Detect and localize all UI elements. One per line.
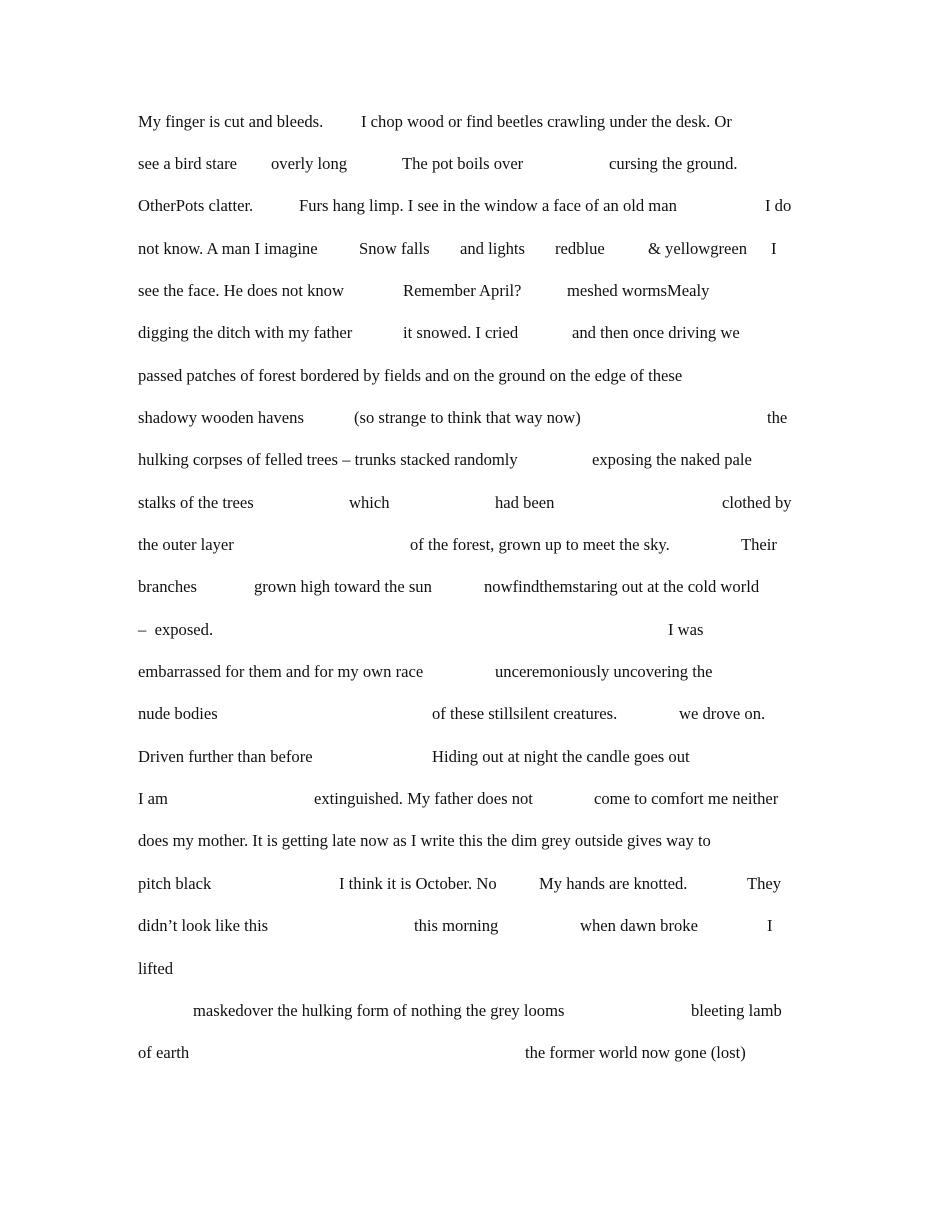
text-line	[0, 829, 940, 853]
text-line	[0, 957, 940, 981]
text-segment: unceremoniously uncovering the	[495, 662, 713, 681]
text-segment: grown high toward the sun	[254, 577, 432, 596]
text-segment: cursing the ground.	[609, 154, 738, 173]
text-segment: passed patches of forest bordered by fields and on the ground on the edge of these	[138, 366, 683, 385]
text-line	[0, 914, 940, 938]
text-segment: – exposed.	[138, 620, 214, 639]
text-segment: I am	[138, 789, 168, 808]
text-line	[0, 448, 940, 472]
text-segment: I	[767, 916, 773, 935]
text-segment: stalks of the trees	[138, 493, 254, 512]
text-segment: extinguished. My father does not	[314, 789, 533, 808]
text-segment: They	[747, 874, 782, 893]
text-line	[0, 110, 940, 134]
text-segment: does my mother. It is getting late now as I write this the dim grey outside gives way to	[138, 831, 711, 850]
text-line	[0, 745, 940, 769]
text-segment: and lights	[460, 239, 525, 258]
text-line	[0, 491, 940, 515]
text-line	[0, 533, 940, 557]
text-segment: shadowy wooden havens	[138, 408, 304, 427]
text-line	[0, 787, 940, 811]
text-segment: maskedover the hulking form of nothing the grey looms	[193, 1001, 565, 1020]
text-segment: lifted	[138, 959, 174, 978]
text-line	[0, 872, 940, 896]
text-segment: embarrassed for them and for my own race	[138, 662, 424, 681]
text-segment: didn’t look like this	[138, 916, 269, 935]
text-segment: OtherPots clatter.	[138, 196, 254, 215]
text-segment: digging the ditch with my father	[138, 323, 353, 342]
text-segment: of the forest, grown up to meet the sky.	[410, 535, 670, 554]
text-segment: the former world now gone (lost)	[525, 1043, 746, 1062]
text-segment: see a bird stare	[138, 154, 238, 173]
text-segment: redblue	[555, 239, 605, 258]
text-segment: which	[349, 493, 390, 512]
text-line	[0, 1041, 940, 1065]
text-segment: (so strange to think that way now)	[354, 408, 581, 427]
text-segment: see the face. He does not know	[138, 281, 344, 300]
text-segment: and then once driving we	[572, 323, 740, 342]
text-segment: clothed by	[722, 493, 792, 512]
text-segment: the outer layer	[138, 535, 234, 554]
text-line	[0, 237, 940, 261]
text-segment: pitch black	[138, 874, 212, 893]
text-segment: the	[767, 408, 788, 427]
text-segment: bleeting lamb	[691, 1001, 782, 1020]
text-segment: Their	[741, 535, 777, 554]
text-segment: My hands are knotted.	[539, 874, 688, 893]
text-line	[0, 999, 940, 1023]
text-segment: of earth	[138, 1043, 190, 1062]
text-line	[0, 152, 940, 176]
text-segment: Hiding out at night the candle goes out	[432, 747, 690, 766]
text-segment: & yellowgreen	[648, 239, 748, 258]
text-segment: come to comfort me neither	[594, 789, 779, 808]
text-segment: Furs hang limp. I see in the window a face of an old man	[299, 196, 677, 215]
text-segment: it snowed. I cried	[403, 323, 519, 342]
text-segment: branches	[138, 577, 197, 596]
text-segment: I think it is October. No	[339, 874, 497, 893]
text-segment: of these stillsilent creatures.	[432, 704, 618, 723]
text-segment: exposing the naked pale	[592, 450, 752, 469]
text-segment: I chop wood or find beetles crawling under the desk. Or	[361, 112, 732, 131]
text-line	[0, 321, 940, 345]
text-segment: meshed wormsMealy	[567, 281, 710, 300]
text-segment: I do	[765, 196, 792, 215]
text-segment: when dawn broke	[580, 916, 698, 935]
text-segment: hulking corpses of felled trees – trunks stacked randomly	[138, 450, 518, 469]
text-segment: My finger is cut and bleeds.	[138, 112, 324, 131]
text-segment: The pot boils over	[402, 154, 524, 173]
text-segment: Snow falls	[359, 239, 430, 258]
text-line	[0, 279, 940, 303]
text-segment: Remember April?	[403, 281, 522, 300]
text-line	[0, 702, 940, 726]
text-line	[0, 364, 940, 388]
text-line	[0, 618, 940, 642]
text-segment: this morning	[414, 916, 499, 935]
text-line	[0, 575, 940, 599]
text-segment: nude bodies	[138, 704, 218, 723]
text-segment: not know. A man I imagine	[138, 239, 318, 258]
text-segment: overly long	[271, 154, 348, 173]
text-segment: had been	[495, 493, 555, 512]
text-segment: I was	[668, 620, 704, 639]
text-line	[0, 194, 940, 218]
text-line	[0, 406, 940, 430]
text-segment: we drove on.	[679, 704, 766, 723]
text-segment: Driven further than before	[138, 747, 313, 766]
text-segment: nowfindthemstaring out at the cold world	[484, 577, 760, 596]
text-line	[0, 660, 940, 684]
text-segment: I	[771, 239, 777, 258]
